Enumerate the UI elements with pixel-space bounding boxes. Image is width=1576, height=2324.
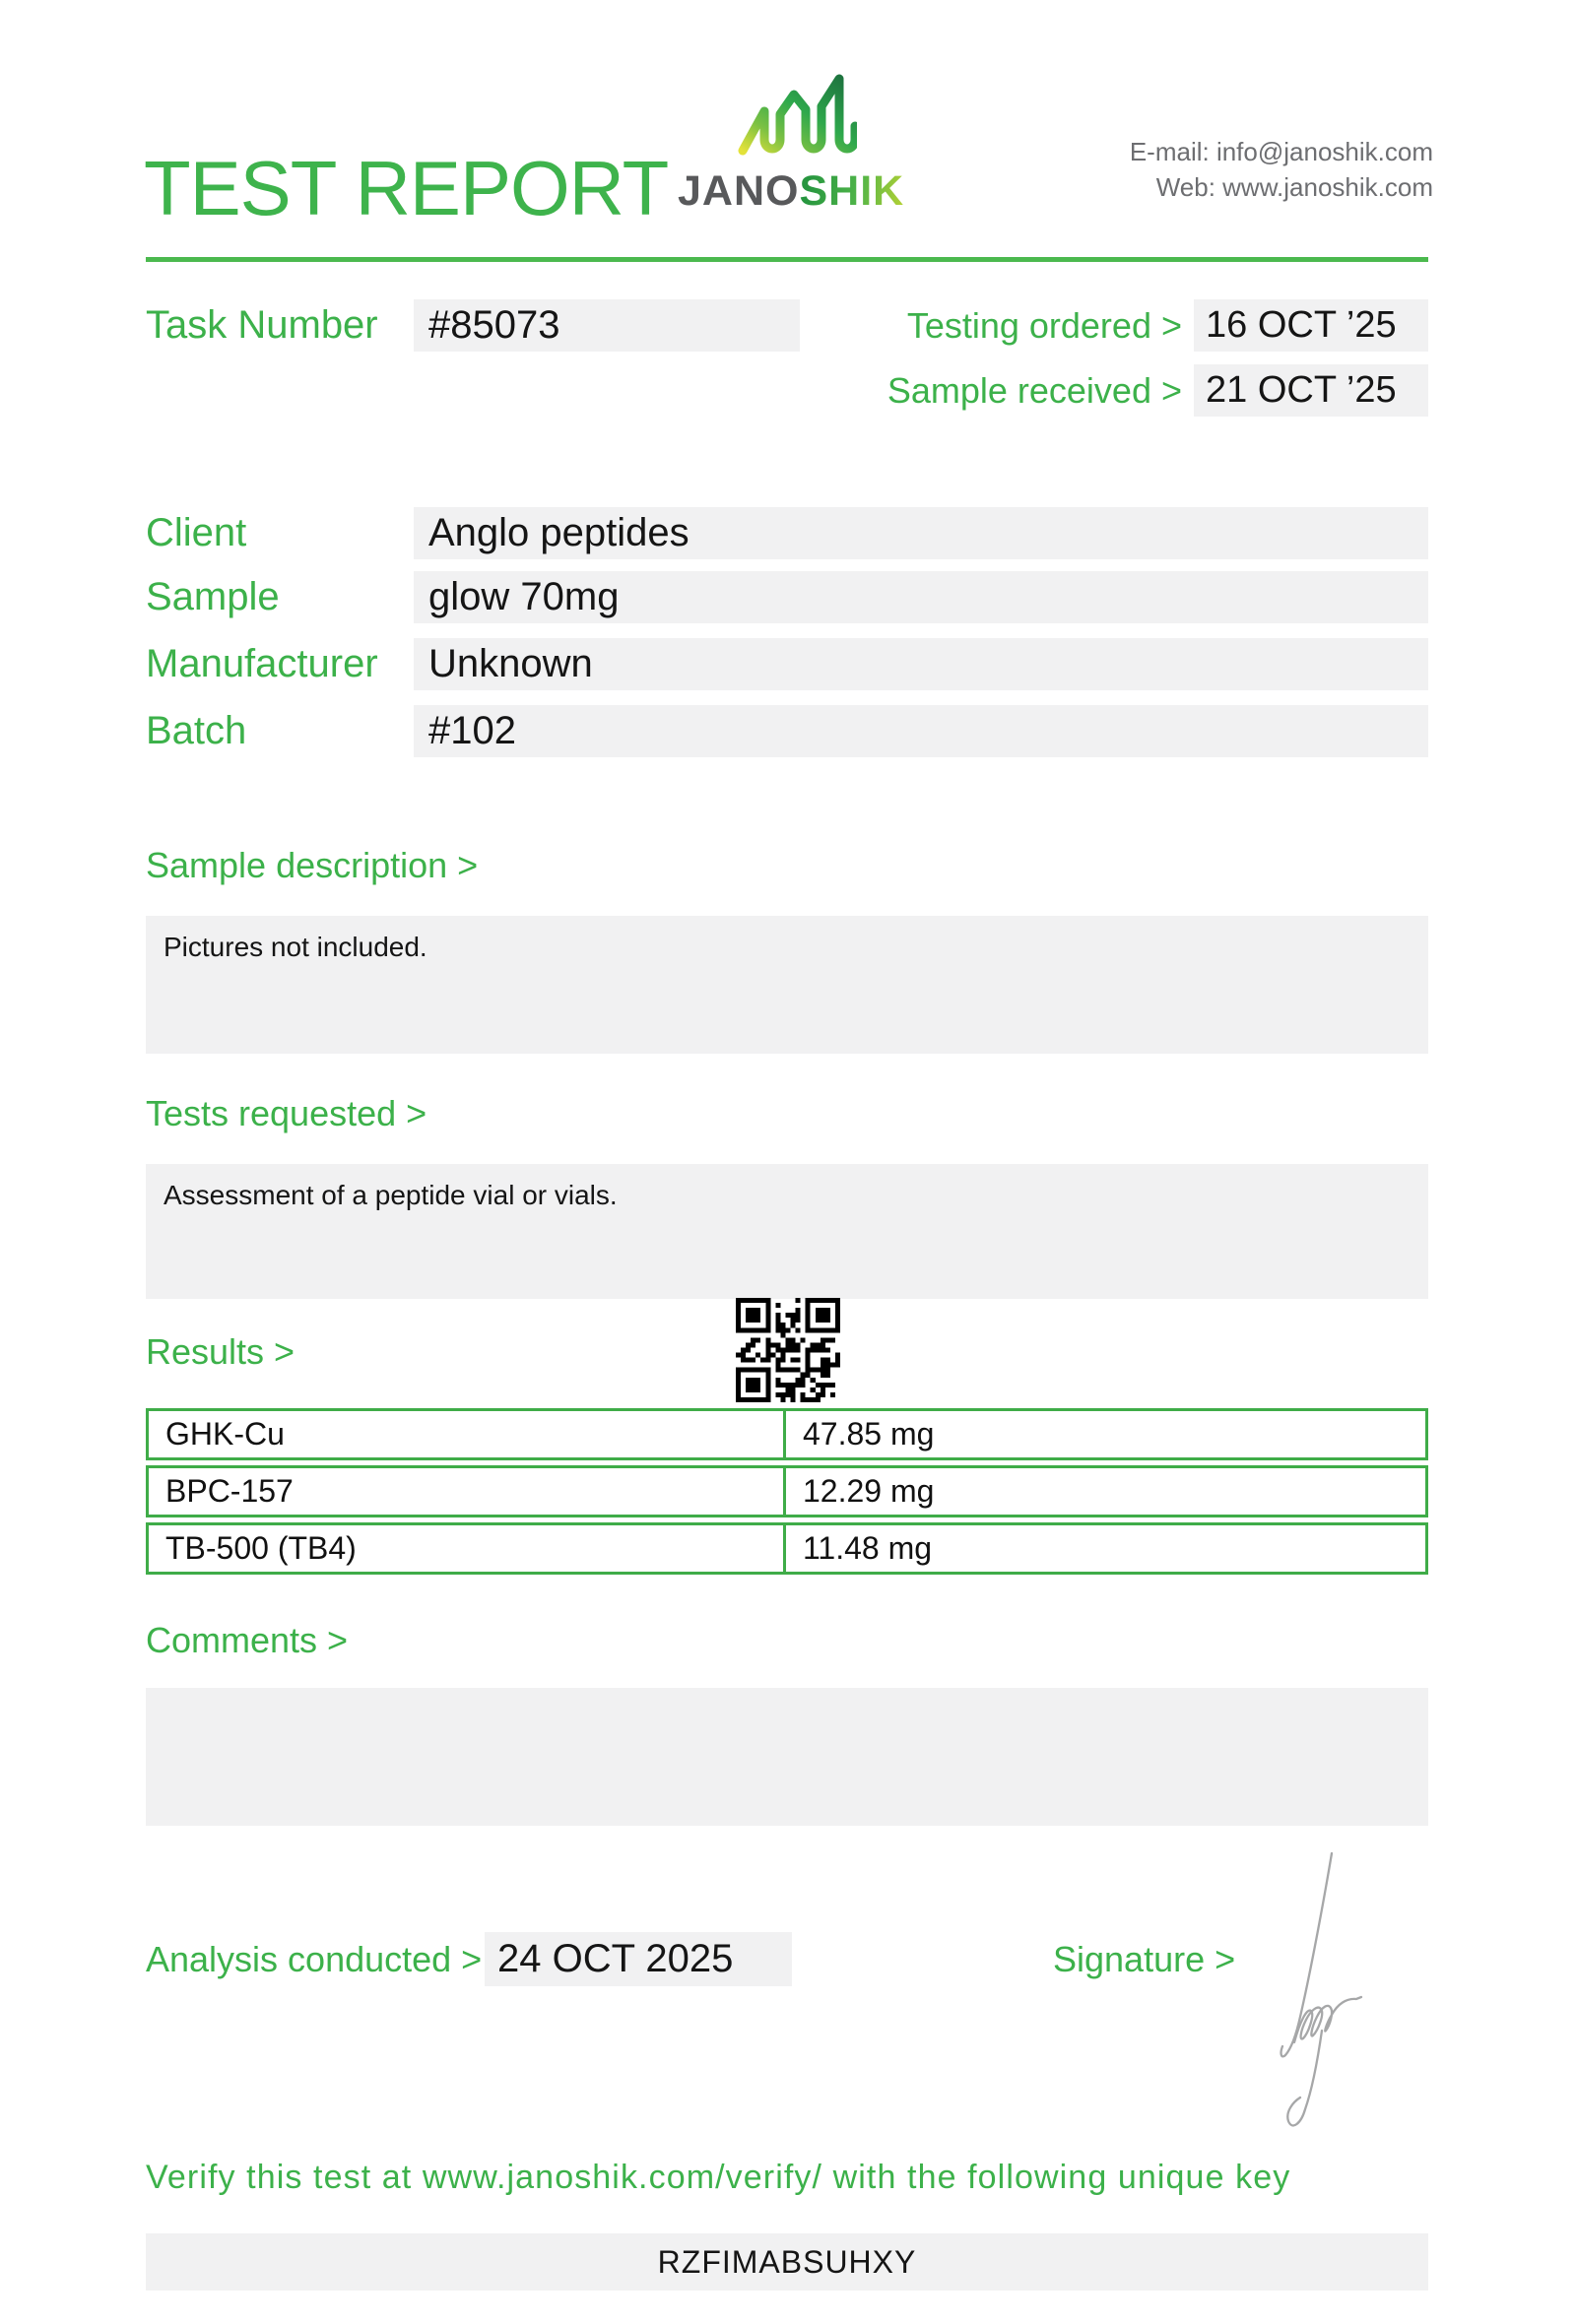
sample-received-value: 21 OCT ’25 [1206,369,1397,411]
results-heading: Results > [146,1331,296,1372]
result-analyte: GHK-Cu [149,1411,786,1457]
result-analyte: TB-500 (TB4) [149,1525,786,1572]
manufacturer-value: Unknown [428,642,593,685]
contact-web: Web: www.janoshik.com [1155,172,1433,202]
signature-image [1251,1847,1389,2139]
analysis-date-value: 24 OCT 2025 [497,1937,734,1980]
result-row [146,1522,1428,1575]
result-amount: 12.29 mg [803,1473,935,1509]
verify-instruction: Verify this test at www.janoshik.com/verify/ with the following unique key [146,2159,1291,2196]
client-value: Anglo peptides [428,511,690,554]
batch-box [414,705,1428,757]
result-analyte: BPC-157 [149,1468,786,1515]
task-number-value: #85073 [428,303,560,347]
tests-requested-heading: Tests requested > [146,1093,427,1133]
analysis-conducted-label: Analysis conducted > [146,1939,483,1979]
sample-description-box [146,916,1428,1054]
result-row [146,1408,1428,1460]
contact-block [1130,134,1433,205]
testing-ordered-value: 16 OCT ’25 [1206,304,1397,346]
sample-box [414,571,1428,623]
testing-ordered-label: Testing ordered > [906,305,1182,346]
task-number-box [414,299,800,352]
sample-value: glow 70mg [428,575,620,618]
testing-ordered-box [1194,299,1428,352]
comments-heading: Comments > [146,1620,349,1660]
result-amount: 47.85 mg [803,1416,935,1452]
batch-value: #102 [428,709,516,752]
result-amount: 11.48 mg [803,1530,933,1566]
comments-box [146,1688,1428,1826]
sample-received-box [1194,364,1428,417]
signature-label: Signature > [1053,1939,1236,1979]
tests-requested-text: Assessment of a peptide vial or vials. [164,1180,618,1210]
sample-received-label: Sample received > [886,370,1182,411]
janoshik-chart-icon [729,55,857,163]
qr-code [736,1298,840,1402]
header-divider [146,257,1428,262]
batch-label: Batch [146,709,247,752]
verify-key-value: RZFIMABSUHXY [657,2244,917,2280]
tests-requested-box [146,1164,1428,1299]
result-row [146,1465,1428,1517]
sample-description-heading: Sample description > [146,845,479,885]
manufacturer-box [414,638,1428,690]
contact-email: E-mail: info@janoshik.com [1129,137,1433,166]
manufacturer-label: Manufacturer [146,642,378,685]
verify-key-box [146,2233,1428,2291]
brand-part-jano: JANO [678,167,800,215]
sample-description-text: Pictures not included. [164,932,427,962]
comments-text [146,1688,1428,1719]
client-label: Client [146,511,247,554]
brand-wordmark [678,167,905,216]
sample-label: Sample [146,575,280,618]
task-number-label: Task Number [146,303,378,347]
client-box [414,507,1428,559]
page-title: TEST REPORT [144,145,669,231]
analysis-date-box [485,1932,792,1986]
brand-part-shik: SHIK [799,167,905,215]
